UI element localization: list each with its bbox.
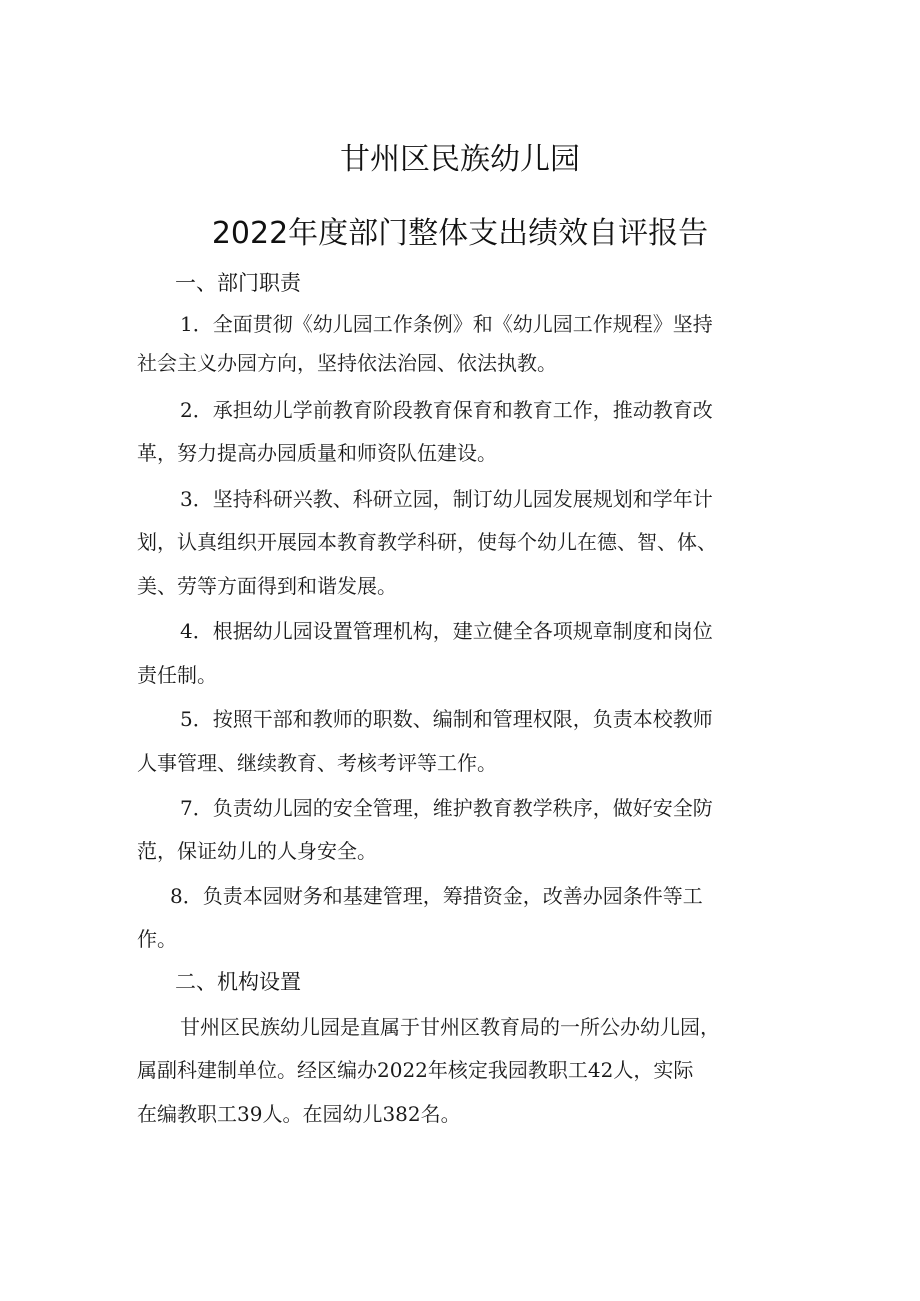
duty-item-2-line-2: 革，努力提高办园质量和师资队伍建设。 — [137, 441, 497, 465]
duty-item-5-line-2: 人事管理、继续教育、考核考评等工作。 — [137, 751, 497, 775]
document-title-organization: 甘州区民族幼儿园 — [340, 142, 580, 177]
duty-item-3-line-2: 划，认真组织开展园本教育教学科研，使每个幼儿在德、智、体、 — [137, 530, 717, 554]
document-title-report: 2022年度部门整体支出绩效自评报告 — [211, 216, 709, 251]
duty-item-7-line-1: 7．负责幼儿园的安全管理，维护教育教学秩序，做好安全防 — [180, 796, 713, 820]
organization-paragraph-line-1: 甘州区民族幼儿园是直属于甘州区教育局的一所公办幼儿园， — [180, 1015, 720, 1039]
duty-item-7-line-2: 范，保证幼儿的人身安全。 — [137, 839, 377, 863]
section-heading-duties: 一、部门职责 — [175, 271, 301, 295]
duty-item-4-line-2: 责任制。 — [137, 663, 217, 687]
duty-item-3-line-1: 3．坚持科研兴教、科研立园，制订幼儿园发展规划和学年计 — [180, 487, 713, 511]
organization-paragraph-line-2: 属副科建制单位。经区编办2022年核定我园教职工42人，实际 — [137, 1058, 694, 1082]
section-heading-organization: 二、机构设置 — [175, 970, 301, 994]
duty-item-8-line-2: 作。 — [137, 927, 177, 951]
duty-item-8-line-1: 8．负责本园财务和基建管理，筹措资金，改善办园条件等工 — [170, 884, 703, 908]
organization-paragraph-line-3: 在编教职工39人。在园幼儿382名。 — [137, 1102, 461, 1126]
duty-item-4-line-1: 4．根据幼儿园设置管理机构，建立健全各项规章制度和岗位 — [180, 619, 713, 643]
duty-item-5-line-1: 5．按照干部和教师的职数、编制和管理权限，负责本校教师 — [180, 707, 713, 731]
duty-item-1-line-2: 社会主义办园方向，坚持依法治园、依法执教。 — [137, 351, 557, 375]
duty-item-2-line-1: 2．承担幼儿学前教育阶段教育保育和教育工作，推动教育改 — [180, 398, 713, 422]
duty-item-3-line-3: 美、劳等方面得到和谐发展。 — [137, 574, 397, 598]
duty-item-1-line-1: 1．全面贯彻《幼儿园工作条例》和《幼儿园工作规程》坚持 — [180, 312, 713, 336]
